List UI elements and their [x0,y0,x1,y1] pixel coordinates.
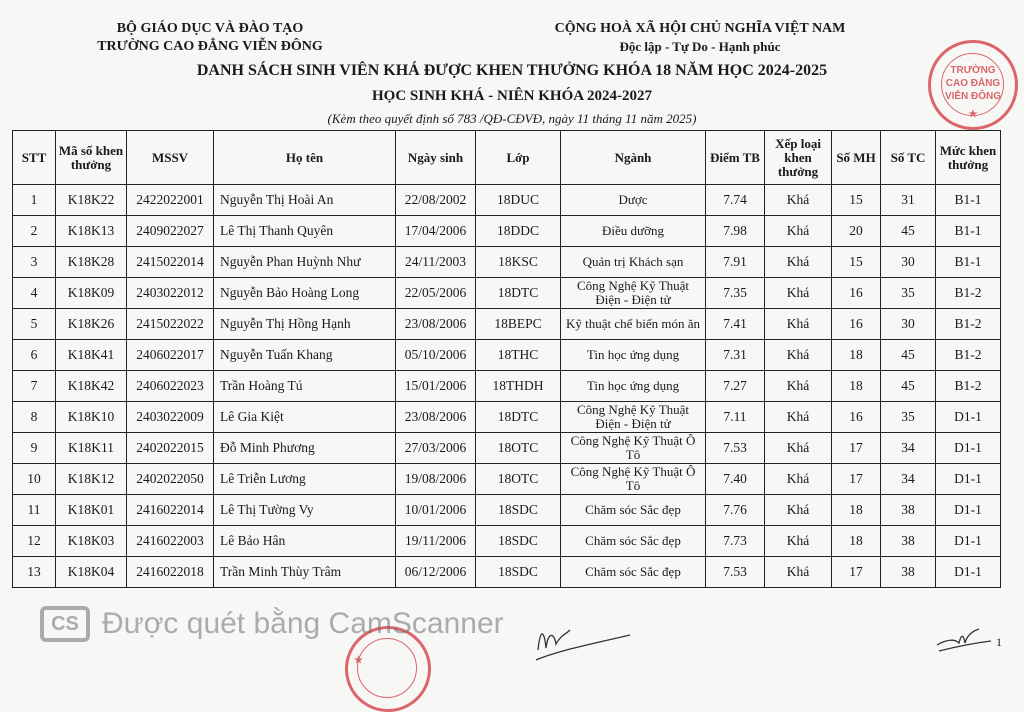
table-cell: Chăm sóc Sắc đẹp [561,526,706,557]
table-cell: 2403022009 [127,402,214,433]
signature-left [530,620,640,665]
table-cell: Lê Thị Thanh Quyên [214,216,396,247]
table-cell: B1-2 [936,278,1001,309]
column-header: Số MH [832,131,881,185]
table-row [13,340,1001,371]
table-cell: 34 [881,464,936,495]
table-cell: K18K26 [56,309,127,340]
table-cell: K18K28 [56,247,127,278]
table-row [13,371,1001,402]
camscanner-logo-icon: CS [40,606,90,642]
page-number: 1 [996,635,1002,649]
table-cell: Công Nghệ Kỹ Thuật Ô Tô [561,464,706,495]
table-cell: 17 [832,464,881,495]
table-cell: B1-2 [936,371,1001,402]
table-cell: 38 [881,495,936,526]
table-row [13,557,1001,588]
table-cell: K18K22 [56,185,127,216]
table-cell: 18BEPC [476,309,561,340]
table-cell: 7 [13,371,56,402]
column-header: Mức khen thưởng [936,131,1001,185]
table-cell: 18THDH [476,371,561,402]
table-cell: 18SDC [476,495,561,526]
table-cell: 27/03/2006 [396,433,476,464]
table-cell: Lê Triễn Lương [214,464,396,495]
table-cell: D1-1 [936,402,1001,433]
table-cell: 24/11/2003 [396,247,476,278]
table-cell: 23/08/2006 [396,402,476,433]
table-cell: 18DTC [476,278,561,309]
column-header: Số TC [881,131,936,185]
table-cell: B1-1 [936,247,1001,278]
table-cell: K18K01 [56,495,127,526]
table-cell: 2416022018 [127,557,214,588]
table-cell: 7.35 [706,278,765,309]
table-cell: Trần Minh Thùy Trâm [214,557,396,588]
table-cell: Nguyễn Bảo Hoàng Long [214,278,396,309]
table-cell: Tin học ứng dụng [561,371,706,402]
table-cell: 18DTC [476,402,561,433]
table-cell: 18 [832,340,881,371]
table-cell: 17/04/2006 [396,216,476,247]
table-cell: Quản trị Khách sạn [561,247,706,278]
table-cell: 31 [881,185,936,216]
signature-right [935,625,995,660]
table-cell: Nguyễn Phan Huỳnh Như [214,247,396,278]
table-cell: 2406022023 [127,371,214,402]
table-cell: K18K09 [56,278,127,309]
table-row [13,433,1001,464]
table-cell: Điều dưỡng [561,216,706,247]
table-cell: Khá [765,495,832,526]
table-cell: 16 [832,402,881,433]
table-cell: 2416022014 [127,495,214,526]
table-cell: D1-1 [936,557,1001,588]
table-cell: Khá [765,464,832,495]
student-award-table [12,130,1001,588]
table-cell: Khá [765,371,832,402]
table-cell: 22/05/2006 [396,278,476,309]
table-cell: 7.76 [706,495,765,526]
table-cell: Khá [765,247,832,278]
table-cell: 2416022003 [127,526,214,557]
stamp-text: CAO ĐẲNG [945,78,1001,89]
table-cell: 15/01/2006 [396,371,476,402]
school-seal-stamp [928,40,1018,130]
table-cell: 2402022015 [127,433,214,464]
table-cell: 18OTC [476,433,561,464]
table-cell: 13 [13,557,56,588]
table-cell: 7.53 [706,557,765,588]
table-cell: Chăm sóc Sắc đẹp [561,557,706,588]
table-cell: 18DDC [476,216,561,247]
star-icon: ★ [968,109,978,120]
table-cell: Nguyễn Thị Hồng Hạnh [214,309,396,340]
camscanner-watermark [40,606,504,642]
table-cell: K18K13 [56,216,127,247]
column-header: STT [13,131,56,185]
document-subtitle: HỌC SINH KHÁ - NIÊN KHÓA 2024-2027 [371,88,653,104]
table-cell: 6 [13,340,56,371]
table-cell: K18K11 [56,433,127,464]
table-cell: 2415022014 [127,247,214,278]
table-cell: Khá [765,309,832,340]
document-title: DANH SÁCH SINH VIÊN KHÁ ĐƯỢC KHEN THƯỞNG KHÓA 18 NĂM HỌC 2024-2025 [196,62,828,79]
school-name: TRƯỜNG CAO ĐẲNG VIỄN ĐÔNG [97,39,323,54]
table-cell: 10/01/2006 [396,495,476,526]
table-cell: Công Nghệ Kỹ Thuật Điện - Điện tử [561,278,706,309]
table-cell: 3 [13,247,56,278]
table-cell: 7.27 [706,371,765,402]
column-header: Họ tên [214,131,396,185]
table-row [13,185,1001,216]
table-cell: 11 [13,495,56,526]
table-cell: 9 [13,433,56,464]
table-header-row [13,131,1001,185]
table-cell: 4 [13,278,56,309]
table-row [13,216,1001,247]
table-cell: Lê Bảo Hân [214,526,396,557]
national-header [520,20,880,56]
table-cell: Dược [561,185,706,216]
ministry-name: BỘ GIÁO DỤC VÀ ĐÀO TẠO [116,21,304,36]
table-cell: D1-1 [936,495,1001,526]
column-header: Xếp loại khen thưởng [765,131,832,185]
country-name: CỘNG HOÀ XÃ HỘI CHỦ NGHĨA VIỆT NAM [554,21,846,36]
table-cell: 38 [881,557,936,588]
table-row [13,526,1001,557]
table-cell: 2422022001 [127,185,214,216]
table-cell: 38 [881,526,936,557]
table-cell: 2406022017 [127,340,214,371]
table-cell: 7.40 [706,464,765,495]
table-cell: 7.98 [706,216,765,247]
table-cell: D1-1 [936,433,1001,464]
star-icon: ★ [354,655,363,666]
table-cell: 19/08/2006 [396,464,476,495]
table-cell: 20 [832,216,881,247]
column-header: Ngành [561,131,706,185]
table-cell: Lê Thị Tường Vy [214,495,396,526]
table-row [13,402,1001,433]
decision-reference: (Kèm theo quyết định số 783 /QĐ-CĐVĐ, ngày 11 tháng 11 năm 2025) [327,111,697,126]
table-cell: B1-1 [936,185,1001,216]
table-cell: 30 [881,309,936,340]
table-cell: B1-2 [936,340,1001,371]
table-cell: 12 [13,526,56,557]
table-cell: K18K41 [56,340,127,371]
table-cell: B1-1 [936,216,1001,247]
table-cell: 5 [13,309,56,340]
column-header: Điểm TB [706,131,765,185]
table-cell: K18K12 [56,464,127,495]
table-cell: Đỗ Minh Phương [214,433,396,464]
table-cell: Trần Hoàng Tú [214,371,396,402]
table-cell: 2403022012 [127,278,214,309]
table-cell: 30 [881,247,936,278]
table-cell: 18DUC [476,185,561,216]
table-cell: K18K04 [56,557,127,588]
table-cell: D1-1 [936,464,1001,495]
table-cell: 05/10/2006 [396,340,476,371]
stamp-text: VIỄN ĐÔNG [944,91,1002,102]
table-cell: Lê Gia Kiệt [214,402,396,433]
table-cell: 18SDC [476,526,561,557]
table-cell: 2409022027 [127,216,214,247]
table-cell: Nguyễn Thị Hoài An [214,185,396,216]
national-motto: Độc lập - Tự Do - Hạnh phúc [619,39,781,54]
table-cell: 18THC [476,340,561,371]
table-cell: 17 [832,557,881,588]
table-cell: 06/12/2006 [396,557,476,588]
table-cell: 8 [13,402,56,433]
table-cell: 7.11 [706,402,765,433]
table-cell: 45 [881,340,936,371]
table-cell: 18OTC [476,464,561,495]
table-cell: K18K10 [56,402,127,433]
table-cell: 18 [832,371,881,402]
table-cell: Khá [765,216,832,247]
table-cell: 19/11/2006 [396,526,476,557]
column-header: Ngày sinh [396,131,476,185]
table-cell: K18K03 [56,526,127,557]
table-cell: 2415022022 [127,309,214,340]
table-cell: 7.31 [706,340,765,371]
column-header: Lớp [476,131,561,185]
table-cell: Khá [765,340,832,371]
table-cell: Công Nghệ Kỹ Thuật Ô Tô [561,433,706,464]
table-row [13,278,1001,309]
table-cell: 23/08/2006 [396,309,476,340]
table-cell: 7.73 [706,526,765,557]
table-cell: 7.53 [706,433,765,464]
table-cell: 2 [13,216,56,247]
table-cell: Công Nghệ Kỹ Thuật Điện - Điện tử [561,402,706,433]
table-cell: Khá [765,185,832,216]
table-cell: B1-2 [936,309,1001,340]
column-header: Mã số khen thưởng [56,131,127,185]
table-row [13,464,1001,495]
table-cell: 45 [881,371,936,402]
table-cell: 16 [832,309,881,340]
table-cell: 10 [13,464,56,495]
table-cell: Nguyễn Tuấn Khang [214,340,396,371]
table-cell: Khá [765,557,832,588]
table-cell: D1-1 [936,526,1001,557]
table-cell: Khá [765,278,832,309]
table-cell: 18KSC [476,247,561,278]
table-cell: 7.74 [706,185,765,216]
table-cell: 18SDC [476,557,561,588]
table-cell: 18 [832,495,881,526]
table-cell: 45 [881,216,936,247]
table-cell: 22/08/2002 [396,185,476,216]
table-cell: 35 [881,278,936,309]
table-cell: 1 [13,185,56,216]
table-row [13,309,1001,340]
table-cell: 18 [832,526,881,557]
table-cell: 17 [832,433,881,464]
table-cell: Khá [765,526,832,557]
table-cell: 16 [832,278,881,309]
table-cell: 34 [881,433,936,464]
table-row [13,495,1001,526]
table-cell: 15 [832,247,881,278]
stamp-text: TRƯỜNG [950,65,996,76]
watermark-text: Được quét bằng CamScanner [102,607,504,640]
table-cell: Chăm sóc Sắc đẹp [561,495,706,526]
column-header: MSSV [127,131,214,185]
table-cell: Tin học ứng dụng [561,340,706,371]
table-cell: 35 [881,402,936,433]
table-cell: Kỹ thuật chế biến món ăn [561,309,706,340]
table-row [13,247,1001,278]
table-cell: Khá [765,433,832,464]
table-cell: 2402022050 [127,464,214,495]
table-cell: 7.91 [706,247,765,278]
table-cell: K18K42 [56,371,127,402]
table-cell: 15 [832,185,881,216]
table-cell: Khá [765,402,832,433]
table-cell: 7.41 [706,309,765,340]
issuer-header [70,20,350,56]
